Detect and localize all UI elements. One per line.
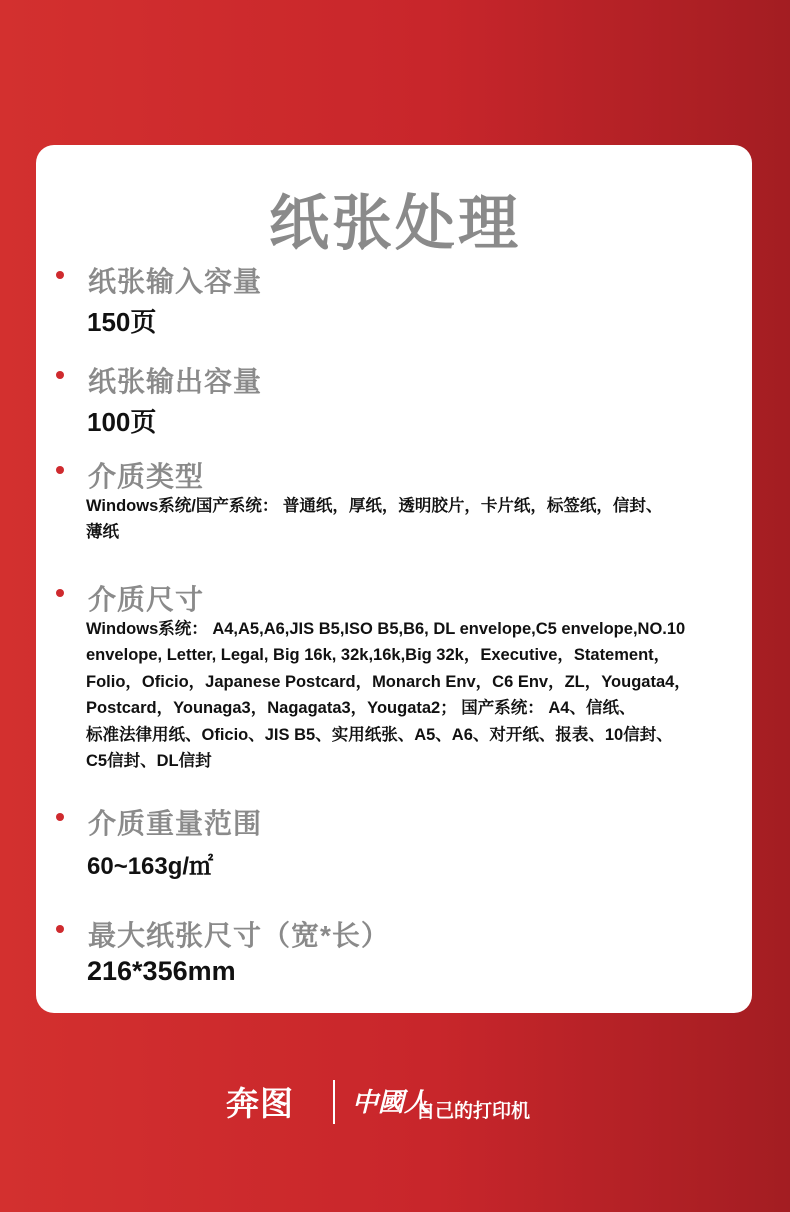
brand-tagline: 自己的打印机 <box>416 1101 531 1122</box>
section-description <box>86 493 744 546</box>
description-line: C5信封、DL信封 <box>86 752 212 771</box>
description-line: Windows系统： A4,A5,A6,JIS B5,ISO B5,B6, DL envelope,C5 envelope,NO.10 <box>86 620 686 638</box>
bullet-icon <box>56 925 64 933</box>
section-title: 纸张输出容量 <box>88 366 263 397</box>
footer-brand <box>0 1070 790 1130</box>
section-value: 100页 <box>87 407 157 437</box>
section-media-size <box>56 578 744 778</box>
bullet-icon <box>56 371 64 379</box>
section-max-paper-size <box>56 914 744 994</box>
section-value: 216*356mm <box>87 956 236 986</box>
section-media-weight <box>56 802 744 882</box>
bullet-icon <box>56 813 64 821</box>
bullet-icon <box>56 466 64 474</box>
bullet-icon <box>56 271 64 279</box>
brand-logo: 奔图 <box>226 1085 294 1122</box>
description-line: Postcard，Younaga3，Nagagata3，Yougata2； 国产系统： A4、信纸、 <box>86 699 636 718</box>
section-media-type <box>56 455 744 555</box>
section-value: 60~163g/㎡ <box>87 853 214 880</box>
brand-divider <box>333 1080 335 1124</box>
description-line: 薄纸 <box>86 523 119 542</box>
section-description <box>86 616 744 774</box>
section-input-capacity <box>56 260 744 340</box>
section-output-capacity <box>56 360 744 440</box>
description-line: envelope, Letter, Legal, Big 16k, 32k,16k,Big 32k，Executive，Statement， <box>86 646 671 665</box>
bullet-icon <box>56 589 64 597</box>
section-title: 介质重量范围 <box>88 808 263 839</box>
page-title: 纸张处理 <box>269 190 521 257</box>
description-line: Windows系统/国产系统： 普通纸，厚纸，透明胶片，卡片纸，标签纸，信封、 <box>86 497 663 515</box>
description-line: Folio，Oficio，Japanese Postcard，Monarch Env，C6 Env，ZL，Yougata4， <box>86 672 691 691</box>
section-title: 纸张输入容量 <box>88 266 263 297</box>
section-title: 介质尺寸 <box>88 584 205 615</box>
section-title: 最大纸张尺寸（宽*长） <box>88 920 390 951</box>
brand-script-logo: 中國人 <box>352 1088 431 1118</box>
section-title: 介质类型 <box>88 461 205 492</box>
section-value: 150页 <box>87 307 157 337</box>
description-line: 标准法律用纸、Oficio、JIS B5、实用纸张、A5、A6、对开纸、报表、10信封、 <box>86 725 673 744</box>
